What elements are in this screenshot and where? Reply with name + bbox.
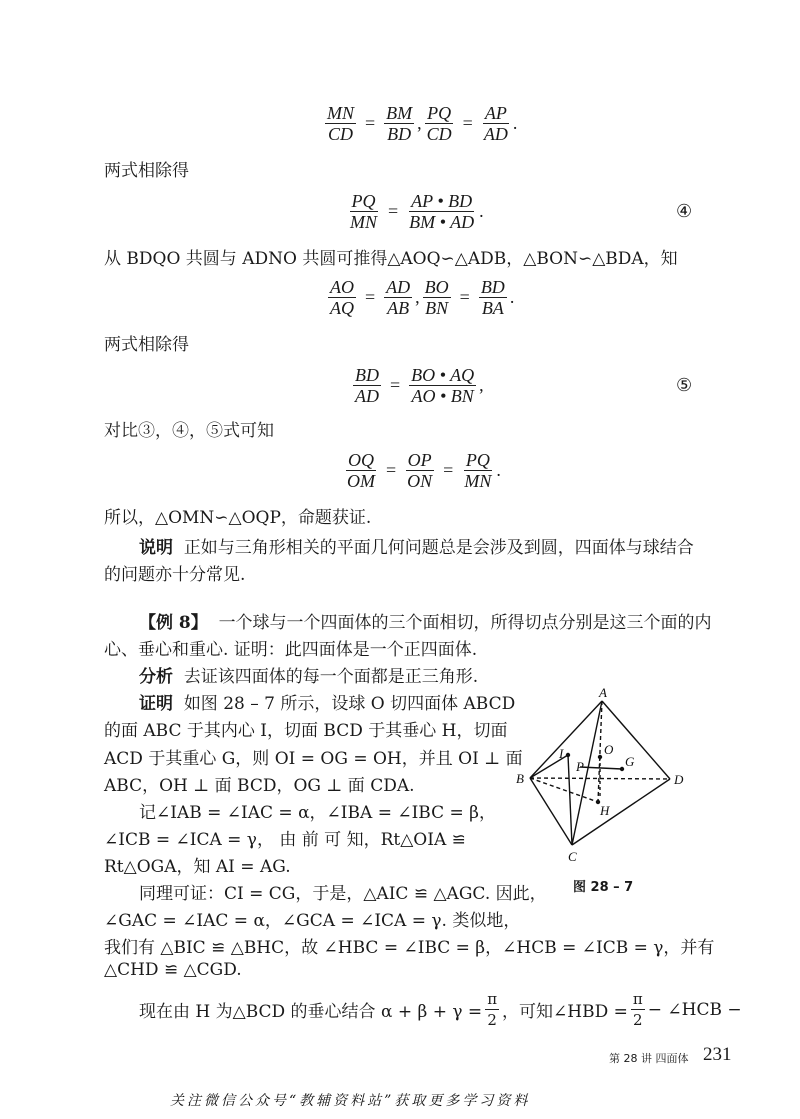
label-h: H [600,803,610,818]
equation-1: $\frac{MN}{CD}$ = $\frac{BM}{BD}$ , $\frac{PQ}{CD}$ = $\frac{AP}{AD}$ . [327,103,518,144]
fraction: $\frac{MN}{CD}$ [327,103,354,144]
proof-line-11: △CHD ≌ △CGD. [104,960,242,980]
fraction: $\frac{AP}{AD}$ [483,103,508,144]
note-label: 说明 [139,538,173,558]
proof-line-10: 我们有 △BIC ≌ △BHC，故 ∠HBC = ∠IBC = β，∠HCB = ∠ICB = γ，并有 [104,938,715,958]
seg-b-h [530,778,598,802]
fraction: $\frac{BO • AQ}{AO • BN}$ [411,365,475,406]
edge-ab [530,701,602,778]
page-number: 231 [703,1044,732,1065]
fraction: $\frac{\pi}{2}$ [632,990,643,1029]
proof-line-8: 同理可证：CI = CG，于是，△AIC ≌ △AGC. 因此， [139,884,547,904]
seg-p-g [580,767,622,769]
fraction: $\frac{PQ}{CD}$ [426,103,452,144]
fraction: $\frac{\pi}{2}$ [487,990,498,1029]
fraction: $\frac{PQ}{MN}$ [350,191,377,232]
fraction: $\frac{OQ}{OM}$ [347,450,375,491]
label-o: O [604,742,614,757]
text-line: 对比③，④，⑤式可知 [104,421,274,441]
note-line-1: 说明 正如与三角形相关的平面几何问题总是会涉及到圆，四面体与球结合 [139,538,694,558]
label-p: P [576,759,584,774]
watermark-banner: 关注微信公众号“教辅资料站”获取更多学习资料 [170,1093,531,1109]
proof-label: 证明 [139,694,173,714]
fraction: $\frac{AD}{AB}$ [386,277,411,318]
equation-5: $\frac{OQ}{OM}$ = $\frac{OP}{ON}$ = $\frac{PQ}{MN}$ . [347,450,501,491]
equation-number: ⑤ [676,375,693,396]
text-line: 从 BDQO 共圆与 ADNO 共圆可推得△AOQ∽△ADB，△BON∽△BDA，知 [104,249,678,269]
label-i: I [559,746,564,761]
fraction: $\frac{AP • BD}{BM • AD}$ [409,191,475,232]
fraction: $\frac{AO}{AQ}$ [330,277,354,318]
point-g [620,767,624,771]
equation-number: ④ [676,201,693,222]
fraction: $\frac{OP}{ON}$ [407,450,433,491]
fraction: $\frac{BO}{BN}$ [424,277,449,318]
proof-line-2: 的面 ABC 于其内心 I，切面 BCD 于其垂心 H，切面 [104,721,508,741]
proof-line-3: ACD 于其重心 G，则 OI = OG = OH，并且 OI ⊥ 面 [104,749,523,769]
note-line-2: 的问题亦十分常见. [104,565,246,585]
seg-c-i [568,755,572,845]
label-a: A [599,685,607,700]
chapter-label: 第 28 讲 四面体 [609,1052,689,1065]
point-o [598,755,602,759]
figure-caption: 图 28 – 7 [573,880,634,895]
label-b: B [516,771,524,786]
fraction: $\frac{PQ}{MN}$ [464,450,492,491]
example-label: 【例 8】 [139,613,208,633]
proof-line-9: ∠GAC = ∠IAC = α，∠GCA = ∠ICA = γ. 类似地， [104,911,521,931]
analysis-line: 分析 去证该四面体的每一个面都是正三角形. [139,667,479,687]
text-line: 两式相除得 [104,161,189,181]
equation-3: $\frac{AO}{AQ}$ = $\frac{AD}{AB}$ , $\frac{BO}{BN}$ = $\frac{BD}{BA}$ . [330,277,515,318]
example-line-2: 心、垂心和重心. 证明：此四面体是一个正四面体. [104,640,478,660]
proof-line-7: Rt△OGA，知 AI = AG. [104,857,291,877]
label-g: G [625,754,635,769]
proof-line-5: 记∠IAB = ∠IAC = α，∠IBA = ∠IBC = β， [139,803,496,823]
equation-2: $\frac{PQ}{MN}$ = $\frac{AP • BD}{BM • AD}$ . [350,191,484,232]
text-line: 所以，△OMN∽△OQP，命题获证. [104,508,372,528]
label-d: D [674,772,684,787]
text-line: 两式相除得 [104,335,189,355]
edge-bc [530,778,572,845]
fraction: $\frac{BD}{BA}$ [480,277,505,318]
proof-line-6: ∠ICB = ∠ICA = γ， 由 前 可 知，Rt△OIA ≌ [104,830,466,850]
last-line: 现在由 H 为△BCD 的垂心结合 α + β + γ = $\frac{\pi}{2}$ ，可知∠HBD = $\frac{\pi}{2}$ − ∠HCB − [139,990,742,1029]
edge-dc [572,779,670,845]
analysis-label: 分析 [139,667,173,687]
edge-ad [602,701,670,779]
fraction: $\frac{BD}{AD}$ [355,365,379,406]
edge-bd [530,778,670,779]
label-c: C [568,849,577,864]
tetrahedron-figure [510,685,710,875]
example-line-1: 【例 8】 一个球与一个四面体的三个面相切，所得切点分别是这三个面的内 [139,613,712,633]
fraction: $\frac{BM}{BD}$ [386,103,413,144]
proof-line-4: ABC，OH ⊥ 面 BCD，OG ⊥ 面 CDA. [104,776,415,796]
equation-4: $\frac{BD}{AD}$ = $\frac{BO • AQ}{AO • BN}$ , [355,365,484,406]
point-i [566,753,570,757]
proof-line-1: 证明 如图 28 – 7 所示，设球 O 切四面体 ABCD [139,694,516,714]
